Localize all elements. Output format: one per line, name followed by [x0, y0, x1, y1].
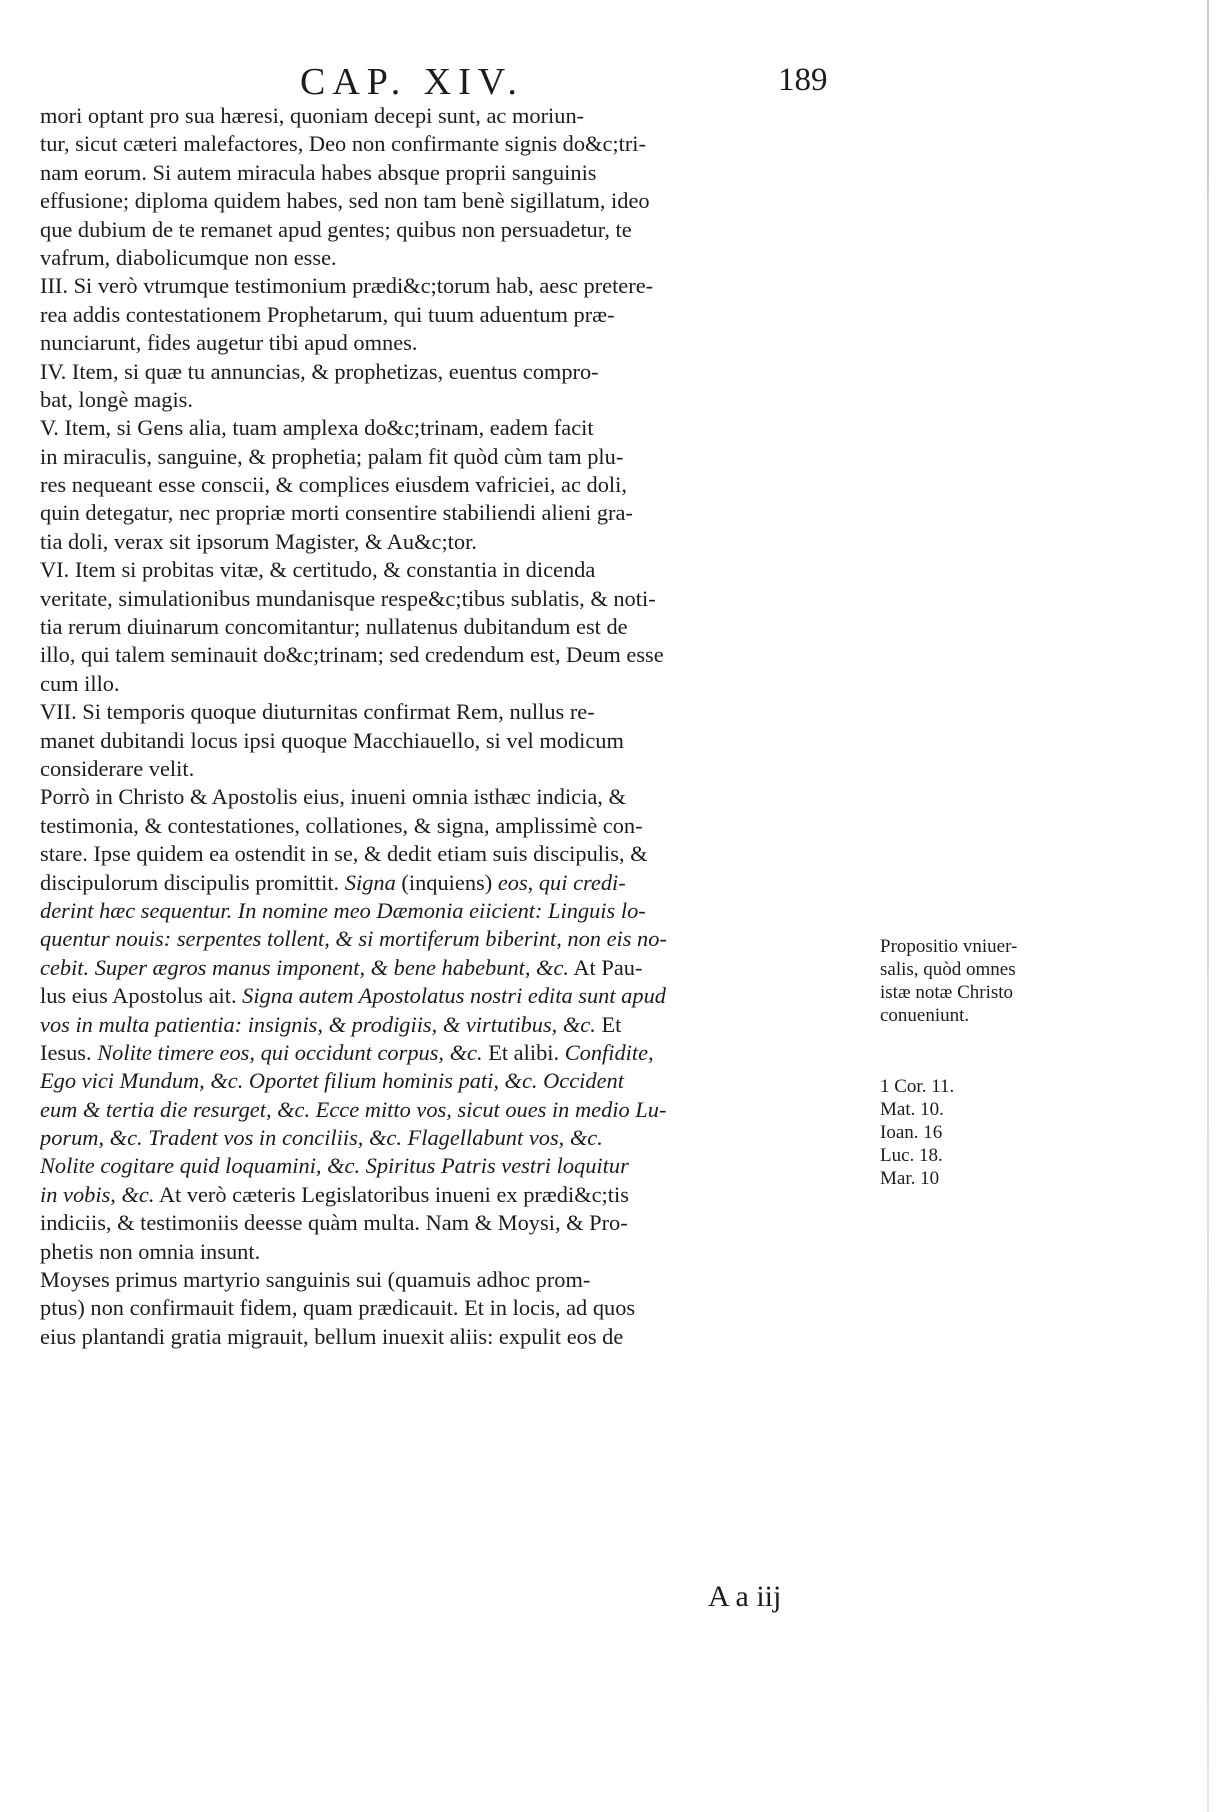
- text-run: lus eius Apostolus ait.: [40, 983, 237, 1009]
- scripture-reference: Mat. 10.: [880, 1099, 944, 1120]
- scripture-quote: Ego vici Mundum, &c. Oportet filium hominis pati, &c. Occident: [40, 1068, 624, 1094]
- margin-note-line: conueniunt.: [880, 1005, 970, 1026]
- text-line: tur, sicut cæteri malefactores, Deo non confirmante signis do&c;tri-: [40, 131, 646, 157]
- scripture-quote: Signa autem Apostolatus nostri edita sunt apud: [242, 983, 666, 1009]
- page-edge-shadow: [1207, 0, 1209, 1812]
- text-line: nam eorum. Si autem miracula habes absque proprii sanguinis: [40, 159, 597, 185]
- text-line: eius plantandi gratia migrauit, bellum inuexit aliis: expulit eos de: [40, 1323, 624, 1349]
- text-line: IV. Item, si quæ tu annuncias, & prophetizas, euentus compro-: [40, 358, 599, 384]
- scripture-quote: derint hæc sequentur. In nomine meo Dæmonia eiicient: Linguis lo-: [40, 897, 646, 923]
- text-line: [40, 1039, 865, 1067]
- scripture-reference: Mar. 10: [880, 1168, 940, 1189]
- running-head: CAP. XIV.: [300, 61, 524, 103]
- text-line: testimonia, & contestationes, collationes, & signa, amplissimè con-: [40, 812, 643, 838]
- scripture-reference: 1 Cor. 11.: [880, 1076, 955, 1097]
- text-line: [40, 982, 865, 1010]
- text-line: [40, 1181, 865, 1209]
- page-number: 189: [778, 62, 828, 98]
- paragraph-v: [40, 414, 865, 556]
- margin-note-references: [880, 1075, 1075, 1190]
- text-line: illo, qui talem seminauit do&c;trinam; sed credendum est, Deum esse: [40, 642, 664, 668]
- scripture-quote: Confidite,: [564, 1039, 654, 1065]
- scripture-quote: quentur nouis: serpentes tollent, & si mortiferum biberint, non eis no-: [40, 926, 667, 952]
- text-line: VI. Item si probitas vitæ, & certitudo, & constantia in dicenda: [40, 557, 596, 583]
- text-run: At Pau-: [573, 954, 643, 980]
- paragraph-moyses: [40, 1266, 865, 1351]
- text-line: III. Si verò vtrumque testimonium prædi&c;torum hab, aesc pretere-: [40, 273, 654, 299]
- scripture-quote: eum & tertia die resurget, &c. Ecce mitto vos, sicut oues in medio Lu-: [40, 1096, 667, 1122]
- margin-note-line: Propositio vniuer-: [880, 936, 1018, 957]
- scripture-quote: Nolite cogitare quid loquamini, &c. Spiritus Patris vestri loquitur: [40, 1153, 629, 1179]
- margin-note-line: salis, quòd omnes: [880, 959, 1016, 980]
- scripture-quote: Nolite timere eos, qui occidunt corpus, &c.: [97, 1039, 483, 1065]
- paragraph-vii: [40, 698, 865, 783]
- text-line: nunciarunt, fides augetur tibi apud omnes.: [40, 330, 418, 356]
- text-line: indiciis, & testimoniis deesse quàm multa. Nam & Moysi, & Pro-: [40, 1210, 628, 1236]
- text-line: quin detegatur, nec propriæ morti consentire stabiliendi alieni gra-: [40, 500, 633, 526]
- paragraph-iii: [40, 272, 865, 357]
- text-line: Porrò in Christo & Apostolis eius, inueni omnia isthæc indicia, &: [40, 784, 626, 810]
- text-line: considerare velit.: [40, 755, 195, 781]
- signature-mark: A a iij: [708, 1580, 782, 1613]
- text-line: que dubium de te remanet apud gentes; quibus non persuadetur, te: [40, 216, 632, 242]
- scripture-quote: vos in multa patientia: insignis, & prodigiis, & virtutibus, &c.: [40, 1011, 596, 1037]
- text-line: veritate, simulationibus mundanisque respe&c;tibus sublatis, & noti-: [40, 585, 656, 611]
- text-line: [40, 1011, 865, 1039]
- text-line: ptus) non confirmauit fidem, quam prædicauit. Et in locis, ad quos: [40, 1295, 636, 1321]
- text-run: Iesus.: [40, 1039, 92, 1065]
- main-text-block: [40, 102, 865, 1351]
- scripture-quote: in vobis, &c.: [40, 1181, 155, 1207]
- text-run: (inquiens): [401, 869, 493, 895]
- text-run: Et: [601, 1011, 622, 1037]
- margin-note-topic: [880, 935, 1075, 1027]
- text-line: [40, 954, 865, 982]
- text-line: Moyses primus martyrio sanguinis sui (quamuis adhoc prom-: [40, 1267, 591, 1293]
- text-run: discipulorum discipulis promittit.: [40, 869, 340, 895]
- scripture-quote: porum, &c. Tradent vos in conciliis, &c. Flagellabunt vos, &c.: [40, 1125, 603, 1151]
- text-line: mori optant pro sua hæresi, quoniam decepi sunt, ac moriun-: [40, 103, 585, 128]
- text-line: V. Item, si Gens alia, tuam amplexa do&c;trinam, eadem facit: [40, 415, 594, 441]
- text-run: At verò cæteris Legislatoribus inueni ex prædi&c;tis: [158, 1181, 629, 1207]
- text-line: res nequeant esse conscii, & complices eiusdem vafriciei, ac doli,: [40, 472, 627, 498]
- scripture-quote: cebit. Super ægros manus imponent, & bene habebunt, &c.: [40, 954, 570, 980]
- scripture-reference: Luc. 18.: [880, 1145, 943, 1166]
- scripture-quote: eos, qui credi-: [497, 869, 626, 895]
- text-line: stare. Ipse quidem ea ostendit in se, & dedit etiam suis discipulis, &: [40, 841, 648, 867]
- paragraph-porro: [40, 783, 865, 1266]
- text-line: tia rerum diuinarum concomitantur; nullatenus dubitandum est de: [40, 614, 628, 640]
- paragraph-0: [40, 102, 865, 272]
- text-line: vafrum, diabolicumque non esse.: [40, 244, 337, 270]
- paragraph-vi: [40, 556, 865, 698]
- text-line: VII. Si temporis quoque diuturnitas confirmat Rem, nullus re-: [40, 699, 595, 725]
- text-line: rea addis contestationem Prophetarum, qui tuum aduentum præ-: [40, 301, 615, 327]
- margin-note-line: istæ notæ Christo: [880, 982, 1014, 1003]
- text-line: tia doli, verax sit ipsorum Magister, & Au&c;tor.: [40, 528, 477, 554]
- text-line: bat, longè magis.: [40, 386, 193, 412]
- paragraph-iv: [40, 358, 865, 415]
- text-line: [40, 869, 865, 897]
- text-line: cum illo.: [40, 670, 120, 696]
- text-run: Et alibi.: [488, 1039, 560, 1065]
- text-line: manet dubitandi locus ipsi quoque Macchiauello, si vel modicum: [40, 727, 624, 753]
- scripture-quote: Signa: [344, 869, 396, 895]
- text-line: phetis non omnia insunt.: [40, 1238, 261, 1264]
- text-line: in miraculis, sanguine, & prophetia; palam fit quòd cùm tam plu-: [40, 443, 624, 469]
- text-line: effusione; diploma quidem habes, sed non tam benè sigillatum, ideo: [40, 188, 650, 214]
- scripture-reference: Ioan. 16: [880, 1122, 943, 1143]
